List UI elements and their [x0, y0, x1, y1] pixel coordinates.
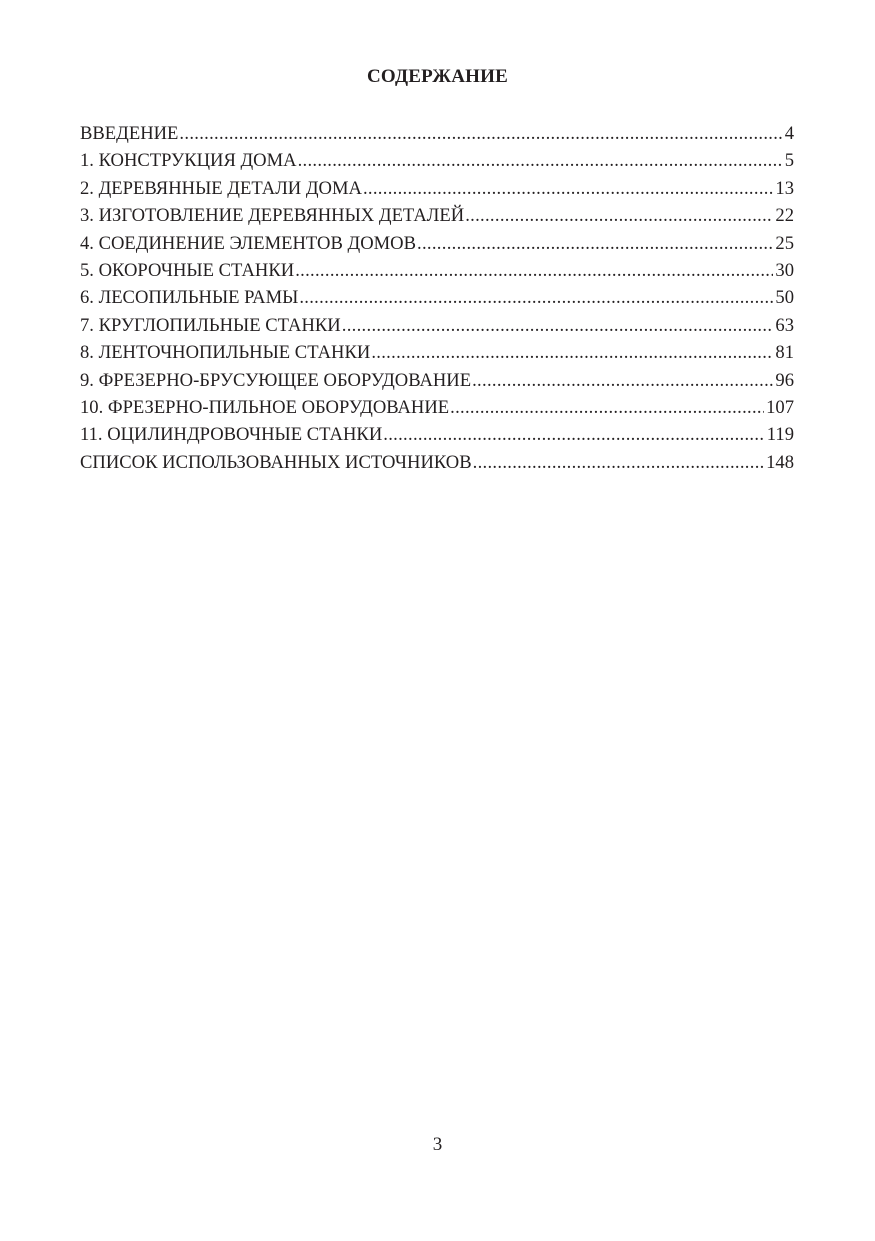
dot-leader [342, 312, 774, 339]
toc-entry-title: 4. СОЕДИНЕНИЕ ЭЛЕМЕНТОВ ДОМОВ [80, 232, 416, 254]
toc-entry-page: 22 [775, 205, 794, 227]
dot-leader [371, 339, 773, 366]
toc-entry-title: 8. ЛЕНТОЧНОПИЛЬНЫЕ СТАНКИ [80, 342, 371, 364]
toc-entry-page: 5 [784, 150, 794, 172]
toc-entry[interactable] [80, 367, 794, 394]
toc-entry-title: 3. ИЗГОТОВЛЕНИЕ ДЕРЕВЯННЫХ ДЕТАЛЕЙ [80, 205, 465, 227]
toc-entry-title: 9. ФРЕЗЕРНО-БРУСУЮЩЕЕ ОБОРУДОВАНИЕ [80, 369, 472, 391]
toc-entry[interactable] [80, 230, 794, 257]
toc-entry-page: 30 [775, 259, 794, 281]
toc-entry[interactable] [80, 394, 794, 421]
dot-leader [383, 421, 765, 448]
toc-entry[interactable] [80, 175, 794, 202]
dot-leader [299, 284, 773, 311]
toc-entry-page: 107 [766, 396, 794, 418]
toc-entry[interactable] [80, 312, 794, 339]
toc-entry[interactable] [80, 120, 794, 147]
toc-entry[interactable] [80, 284, 794, 311]
toc-entry-title: 5. ОКОРОЧНЫЕ СТАНКИ [80, 259, 295, 281]
page-title: СОДЕРЖАНИЕ [367, 66, 508, 87]
toc-entry-page: 148 [766, 451, 794, 473]
dot-leader [179, 120, 782, 147]
toc-entry-page: 13 [775, 177, 794, 199]
toc-entry-title: 1. КОНСТРУКЦИЯ ДОМА [80, 150, 297, 172]
toc-entry-page: 119 [766, 424, 794, 446]
toc-entry-title: ВВЕДЕНИЕ [80, 123, 179, 144]
dot-leader [473, 449, 764, 476]
table-of-contents [80, 120, 794, 476]
toc-entry[interactable] [80, 421, 794, 448]
toc-entry[interactable] [80, 339, 794, 366]
toc-entry[interactable] [80, 147, 794, 174]
toc-entry-title: 10. ФРЕЗЕРНО-ПИЛЬНОЕ ОБОРУДОВАНИЕ [80, 396, 450, 418]
toc-entry-title: СПИСОК ИСПОЛЬЗОВАННЫХ ИСТОЧНИКОВ [80, 451, 472, 473]
dot-leader [417, 230, 773, 257]
dot-leader [450, 394, 764, 421]
dot-leader [298, 147, 783, 174]
toc-entry-page: 81 [775, 342, 794, 364]
dot-leader [295, 257, 773, 284]
toc-entry-title: 7. КРУГЛОПИЛЬНЫЕ СТАНКИ [80, 314, 341, 336]
toc-entry-page: 63 [775, 314, 794, 336]
toc-entry-title: 11. ОЦИЛИНДРОВОЧНЫЕ СТАНКИ [80, 424, 383, 446]
toc-entry-page: 50 [775, 287, 794, 309]
dot-leader [465, 202, 773, 229]
dot-leader [472, 367, 773, 394]
toc-entry[interactable] [80, 202, 794, 229]
toc-entry-title: 2. ДЕРЕВЯННЫЕ ДЕТАЛИ ДОМА [80, 177, 362, 199]
toc-entry[interactable] [80, 449, 794, 476]
dot-leader [363, 175, 773, 202]
toc-entry-page: 4 [784, 123, 794, 144]
toc-entry[interactable] [80, 257, 794, 284]
page-number: 3 [432, 1134, 443, 1155]
toc-entry-title: 6. ЛЕСОПИЛЬНЫЕ РАМЫ [80, 287, 299, 309]
toc-entry-page: 25 [775, 232, 794, 254]
toc-entry-page: 96 [775, 369, 794, 391]
